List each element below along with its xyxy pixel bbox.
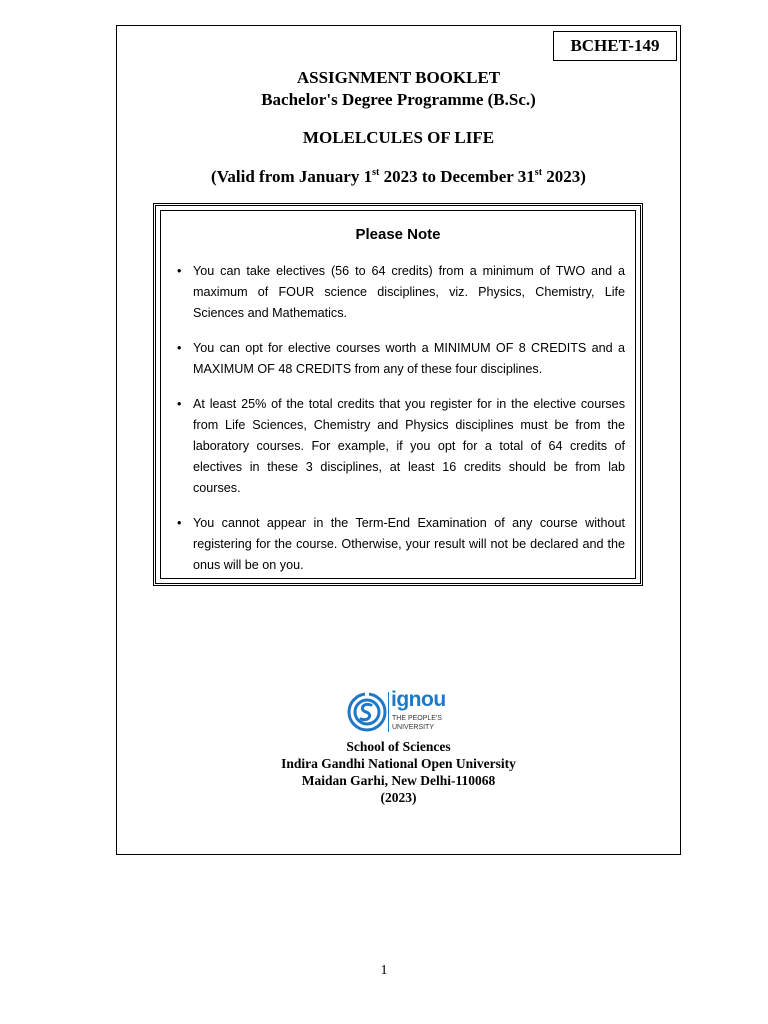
ignou-logo [347, 690, 447, 734]
validity-line [116, 166, 681, 188]
university-address: Maidan Garhi, New Delhi-110068 [301, 773, 496, 788]
note-list [177, 261, 625, 590]
please-note-title: Please Note [355, 226, 441, 243]
programme-title: Bachelor's Degree Programme (B.Sc.) [261, 90, 536, 109]
school-name: School of Sciences [346, 739, 451, 754]
note-item-text: You can take electives (56 to 64 credits) from a minimum of TWO and a maximum of FOUR science disciplines, viz. Physics, Chemistry, Life Sciences and Mathematics. [193, 264, 625, 320]
note-item-text: You can opt for elective courses worth a MINIMUM OF 8 CREDITS and a MAXIMUM OF 48 CREDITS from any of these four disciplines. [193, 341, 625, 376]
bullet-icon: • [177, 397, 182, 411]
validity-sup-2: st [534, 167, 543, 178]
validity-middle: 2023 to December 31 [379, 167, 535, 186]
bullet-icon: • [177, 341, 182, 355]
publication-year: (2023) [380, 790, 417, 805]
please-note-inner-border [160, 210, 636, 579]
logo-tagline-1: THE PEOPLE'S [392, 715, 442, 722]
bullet-icon: • [177, 264, 182, 278]
logo-wordmark: ignou [391, 688, 446, 711]
note-item [177, 513, 625, 576]
note-item [177, 338, 625, 380]
bullet-icon: • [177, 516, 182, 530]
note-item-text: You cannot appear in the Term-End Examination of any course without registering for the course. Otherwise, your result will not be declared and the onus will be on you. [193, 516, 625, 572]
please-note-box [153, 203, 643, 586]
validity-sup-1: st [372, 167, 380, 178]
ignou-emblem-icon [347, 690, 387, 734]
note-item [177, 394, 625, 499]
university-name: Indira Gandhi National Open University [281, 756, 516, 771]
booklet-title: ASSIGNMENT BOOKLET [296, 68, 501, 87]
logo-divider [388, 692, 389, 732]
validity-prefix: (Valid from January 1 [211, 167, 373, 186]
course-title: MOLELCULES OF LIFE [302, 128, 495, 147]
validity-suffix: 2023) [542, 167, 586, 186]
page-number: 1 [380, 963, 388, 978]
course-code-box: BCHET-149 [553, 31, 677, 61]
logo-tagline-2: UNIVERSITY [392, 724, 435, 731]
note-item [177, 261, 625, 324]
note-item-text: At least 25% of the total credits that you register for in the elective courses from Life Sciences, Chemistry and Physics disciplines must be from the laboratory courses. For example, if you opt for a total of 64 credits of electives in these 3 disciplines, at least 16 credits should be from lab courses. [193, 397, 625, 495]
